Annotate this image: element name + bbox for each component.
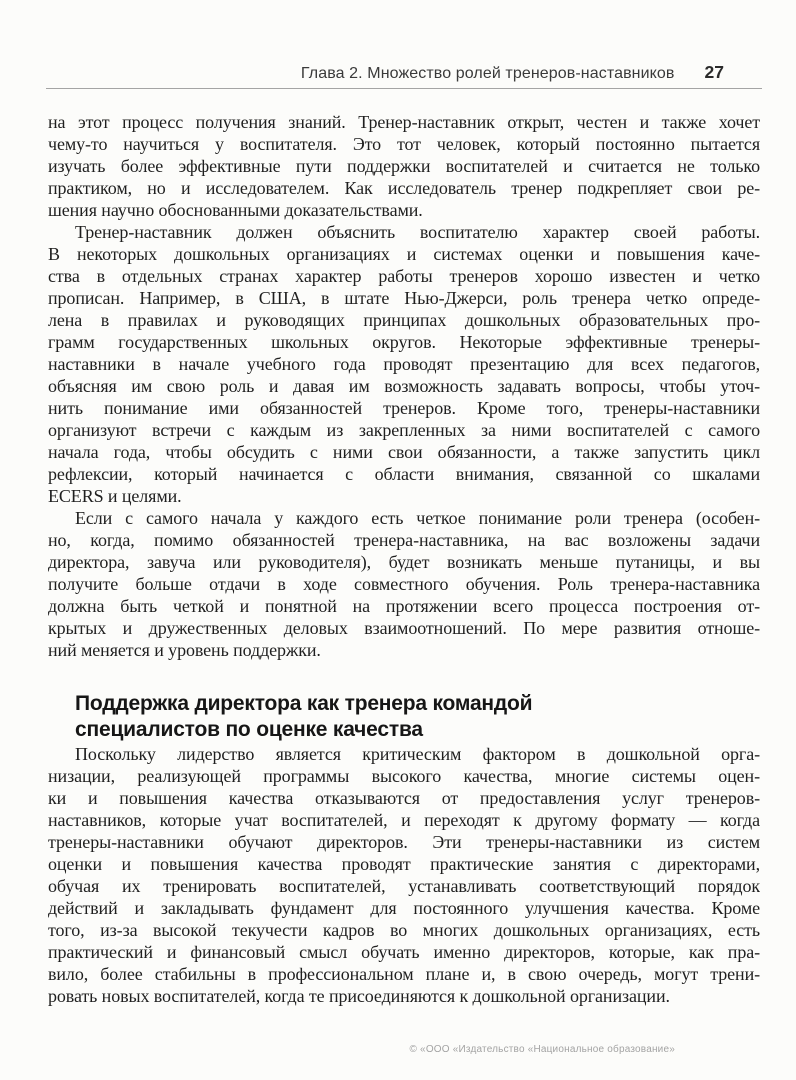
text-line: действий и закладывать фундамент для постоянного улучшения качества. Кроме xyxy=(48,898,760,918)
text-line: лена в правилах и руководящих принципах дошкольных образовательных про- xyxy=(48,310,760,330)
text-line: чему-то научиться у воспитателя. Это тот человек, который постоянно пытается xyxy=(48,134,760,154)
paragraph xyxy=(48,743,760,1007)
text-line: грамм государственных школьных округов. Некоторые эффективные тренеры- xyxy=(48,332,760,352)
text-line: обучая их тренировать воспитателей, устанавливать соответствующий порядок xyxy=(48,876,760,896)
text-line: В некоторых дошкольных организациях и системах оценки и повышения каче- xyxy=(48,244,760,264)
text-line: того, из-за высокой текучести кадров во многих дошкольных организациях, есть xyxy=(48,920,760,940)
text-line: практиком, но и исследователем. Как исследователь тренер подкрепляет свои ре- xyxy=(48,178,760,198)
text-line: Если с самого начала у каждого есть четкое понимание роли тренера (особен- xyxy=(75,508,760,528)
text-line: ки и повышения качества отказываются от предоставления услуг тренеров- xyxy=(48,788,760,808)
text-line: нить понимание ими обязанностей тренеров. Кроме того, тренеры-наставники xyxy=(48,398,760,418)
page-header xyxy=(48,62,760,83)
text-line: наставники в начале учебного года проводят презентацию для всех педагогов, xyxy=(48,354,760,374)
page-body xyxy=(48,111,760,1007)
text-line: Тренер-наставник должен объяснить воспитателю характер своей работы. xyxy=(75,222,760,242)
text-line: начала года, чтобы обсудить с ними свои обязанности, а также запустить цикл xyxy=(48,442,760,462)
footer-copyright: © «ООО «Издательство «Национальное образование» xyxy=(409,1044,675,1055)
text-line: на этот процесс получения знаний. Тренер-наставник открыт, честен и также хочет xyxy=(48,112,760,132)
text-line: оценки и повышения качества проводят практические занятия с директорами, xyxy=(48,854,760,874)
page-number: 27 xyxy=(704,62,724,82)
text-line: ECERS и целями. xyxy=(48,486,182,506)
text-line: директора, завуча или руководителя), будет возникать меньше путаницы, и вы xyxy=(48,552,760,572)
paragraph xyxy=(48,507,760,661)
heading-line: специалистов по оценке качества xyxy=(75,718,423,741)
text-line: прописан. Например, в США, в штате Нью-Джерси, роль тренера четко опреде- xyxy=(48,288,760,308)
text-line: объясняя им свою роль и давая им возможность задавать вопросы, чтобы уточ- xyxy=(48,376,760,396)
text-line: крытых и дружественных деловых взаимоотношений. По мере развития отноше- xyxy=(48,618,760,638)
paragraph xyxy=(48,221,760,507)
text-line: ства в отдельных странах характер работы тренеров хорошо известен и четко xyxy=(48,266,760,286)
header-rule xyxy=(46,88,762,89)
text-line: шения научно обоснованными доказательствами. xyxy=(48,200,423,220)
heading-line: Поддержка директора как тренера командой xyxy=(75,692,533,715)
text-line: получите больше отдачи в ходе совместного обучения. Роль тренера-наставника xyxy=(48,574,760,594)
text-line: наставников, которые учат воспитателей, и переходят к другому формату — когда xyxy=(48,810,760,830)
text-line: вило, более стабильны в профессиональном плане и, в свою очередь, могут трени- xyxy=(48,964,760,984)
paragraph xyxy=(48,111,760,221)
section-heading xyxy=(75,691,760,743)
text-line: тренеры-наставники обучают директоров. Эти тренеры-наставники из систем xyxy=(48,832,760,852)
text-line: должна быть четкой и понятной на протяжении всего процесса построения от- xyxy=(48,596,760,616)
text-line: ровать новых воспитателей, когда те присоединяются к дошкольной организации. xyxy=(48,986,670,1006)
text-line: изучать более эффективные пути поддержки воспитателей и считается не только xyxy=(48,156,760,176)
text-line: низации, реализующей программы высокого качества, многие системы оцен- xyxy=(48,766,760,786)
text-line: организуют встречи с каждым из закрепленных за ними воспитателей с самого xyxy=(48,420,760,440)
chapter-title: Глава 2. Множество ролей тренеров-наставников xyxy=(300,65,675,82)
text-line: но, когда, помимо обязанностей тренера-наставника, на вас возложены задачи xyxy=(48,530,760,550)
text-line: ний меняется и уровень поддержки. xyxy=(48,640,321,660)
text-line: Поскольку лидерство является критическим фактором в дошкольной орга- xyxy=(75,744,760,764)
text-line: рефлексии, который начинается с области внимания, связанной со шкалами xyxy=(48,464,760,484)
text-line: практический и финансовый смысл обучать именно директоров, которые, как пра- xyxy=(48,942,760,962)
